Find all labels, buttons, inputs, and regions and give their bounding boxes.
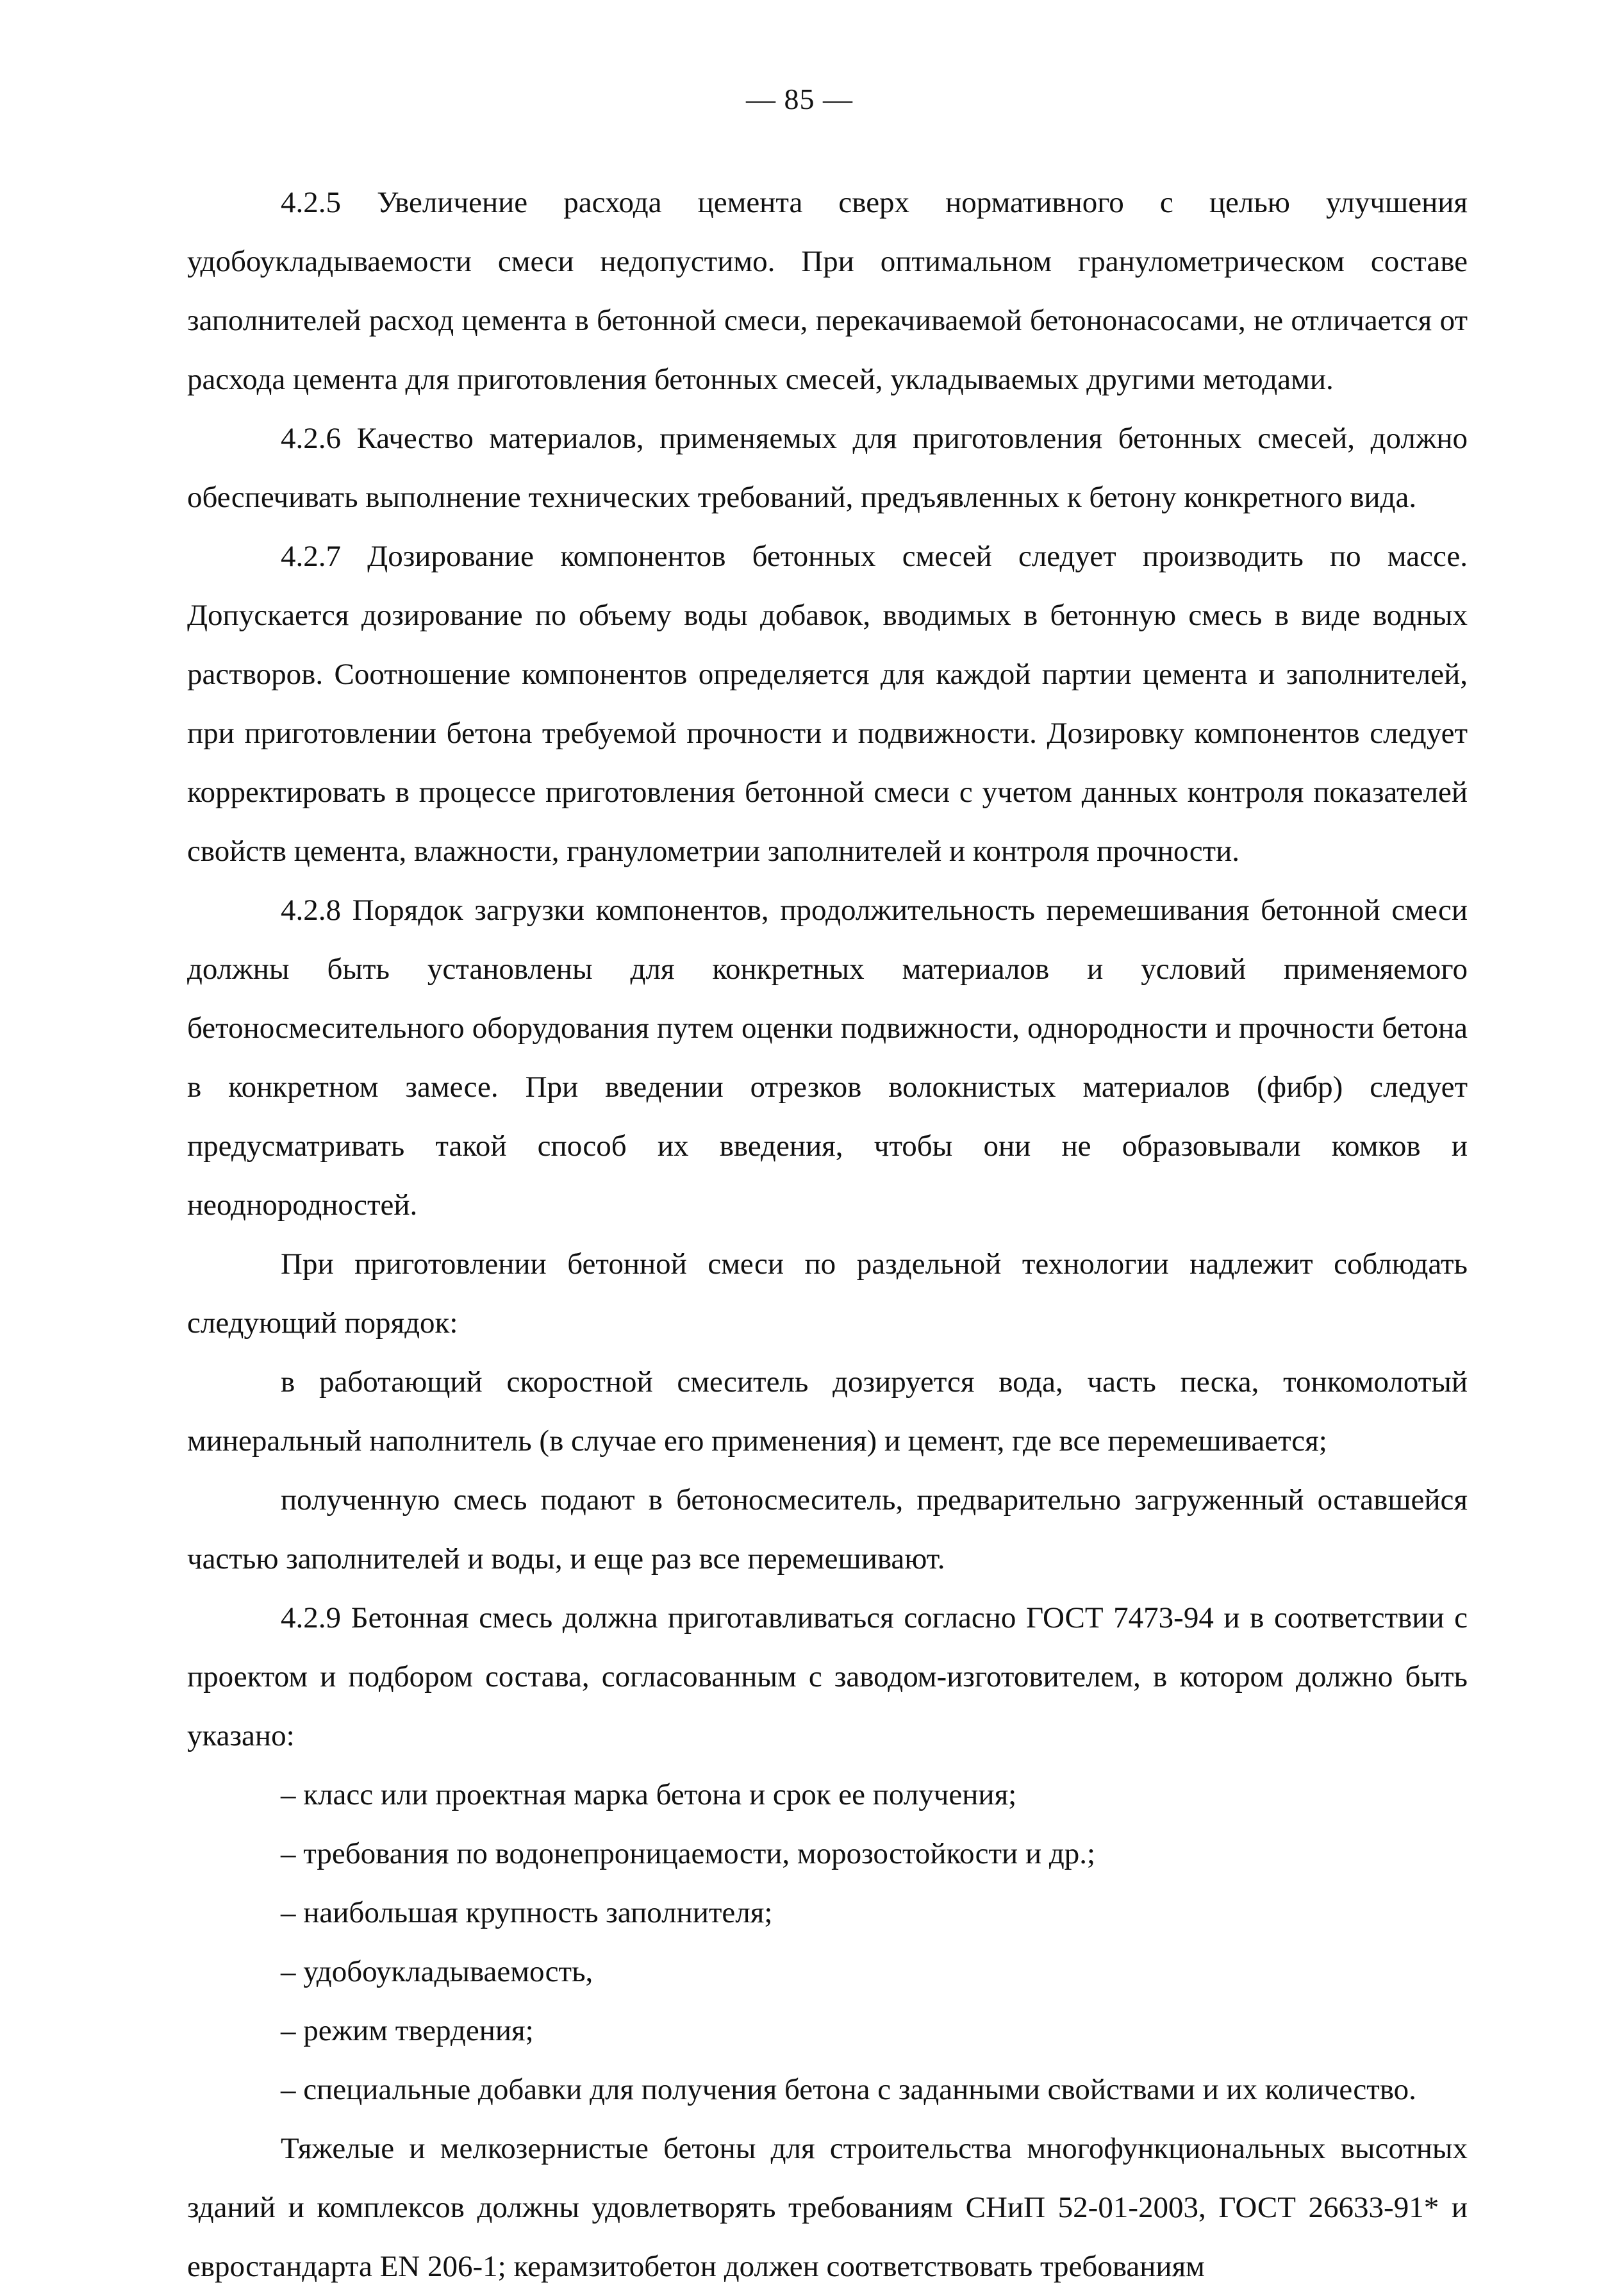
paragraph-4-2-9: 4.2.9 Бетонная смесь должна приготавливаться согласно ГОСТ 7473-94 и в соответствии с проектом и подбором состава, согласованным с заводом-изготовителем, в котором должно быть указано: <box>187 1601 1468 1752</box>
document-body <box>187 173 1468 2296</box>
page-number: — 85 — <box>746 83 853 115</box>
list-item: – режим твердения; <box>281 2014 534 2047</box>
paragraph-step-one: в работающий скоростной смеситель дозируется вода, часть песка, тонкомолотый минеральный наполнитель (в случае его применения) и цемент, где все перемешивается; <box>187 1365 1468 1458</box>
paragraph-4-2-6: 4.2.6 Качество материалов, применяемых для приготовления бетонных смесей, должно обеспечивать выполнение технических требований, предъявленных к бетону конкретного вида. <box>187 422 1468 514</box>
list-item: – требования по водонепроницаемости, морозостойкости и др.; <box>281 1837 1096 1870</box>
paragraph-separate-technology: При приготовлении бетонной смеси по раздельной технологии надлежит соблюдать следующий порядок: <box>187 1247 1468 1340</box>
list-item: – класс или проектная марка бетона и срок ее получения; <box>281 1778 1017 1811</box>
list-item: – наибольшая крупность заполнителя; <box>281 1896 773 1929</box>
paragraph-4-2-8: 4.2.8 Порядок загрузки компонентов, продолжительность перемешивания бетонной смеси должны быть установлены для конкретных материалов и условий применяемого бетоносмесительного оборудования путем оценки подвижности, однородности и прочности бетона в конкретном замесе. При введении отрезков волокнистых материалов (фибр) следует предусматривать такой способ их введения, чтобы они не образовывали комков и неоднородностей. <box>187 894 1468 1222</box>
paragraph-concrete-requirements: Тяжелые и мелкозернистые бетоны для строительства многофункциональных высотных зданий и комплексов должны удовлетворять требованиям СНиП 52-01-2003, ГОСТ 26633-91* и евростандарта EN 206-1; керамзитобетон должен соответствовать требованиям <box>187 2132 1468 2283</box>
list-item: – специальные добавки для получения бетона с заданными свойствами и их количество. <box>281 2073 1416 2106</box>
list-item: – удобоукладываемость, <box>281 1955 593 1988</box>
paragraph-4-2-7: 4.2.7 Дозирование компонентов бетонных смесей следует производить по массе. Допускается дозирование по объему воды добавок, вводимых в бетонную смесь в виде водных растворов. Соотношение компонентов определяется для каждой партии цемента и заполнителей, при приготовлении бетона требуемой прочности и подвижности. Дозировку компонентов следует корректировать в процессе приготовления бетонной смеси с учетом данных контроля показателей свойств цемента, влажности, гранулометрии заполнителей и контроля прочности. <box>187 540 1468 868</box>
paragraph-4-2-5: 4.2.5 Увеличение расхода цемента сверх нормативного с целью улучшения удобоукладываемости смеси недопустимо. При оптимальном гранулометрическом составе заполнителей расход цемента в бетонной смеси, перекачиваемой бетононасосами, не отличается от расхода цемента для приготовления бетонных смесей, укладываемых другими методами. <box>187 186 1468 396</box>
requirements-list <box>187 1765 1468 2119</box>
paragraph-step-two: полученную смесь подают в бетоносмеситель, предварительно загруженный оставшейся частью заполнителей и воды, и еще раз все перемешивают. <box>187 1483 1468 1576</box>
